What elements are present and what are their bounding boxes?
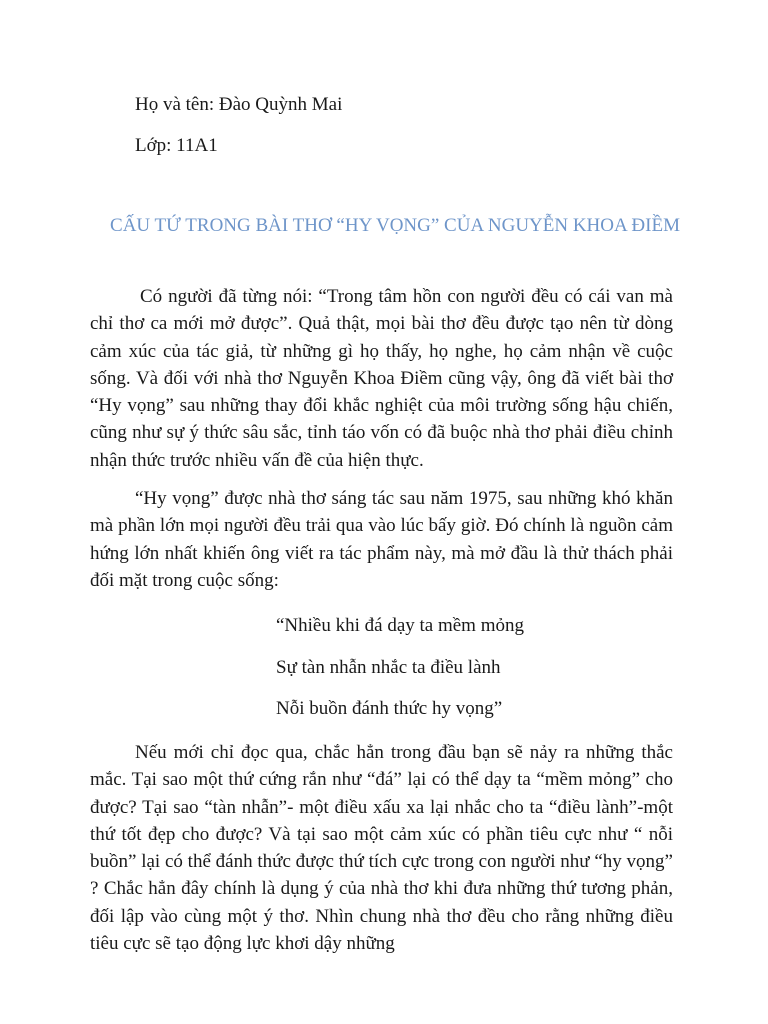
verse-line-2: Sự tàn nhẫn nhắc ta điều lành — [276, 657, 501, 678]
paragraph-intro: Có người đã từng nói: “Trong tâm hồn con người đều có cái van mà chỉ thơ ca mới mở được”. Quả thật, mọi bài thơ đều được tạo nên từ dòng cảm xúc của tác giả, từ những gì họ thấy, họ nghe, họ cảm nhận về cuộc sống. Và đối với nhà thơ Nguyễn Khoa Điềm cũng vậy, ông đã viết bài thơ “Hy vọng” sau những thay đổi khắc nghiệt của môi trường sống hậu chiến, cũng như sự ý thức sâu sắc, tỉnh táo vốn có đã buộc nhà thơ phải điều chỉnh nhận thức trước nhiều vấn đề của hiện thực. — [90, 286, 673, 471]
essay-title: CẤU TỨ TRONG BÀI THƠ “HY VỌNG” CỦA NGUYỄN KHOA ĐIỀM — [110, 215, 680, 236]
verse-line-3: Nỗi buồn đánh thức hy vọng” — [276, 698, 503, 719]
verse-line-1: “Nhiều khi đá dạy ta mềm mỏng — [276, 615, 524, 636]
author-line: Họ và tên: Đào Quỳnh Mai — [135, 94, 343, 115]
paragraph-analysis: Nếu mới chỉ đọc qua, chắc hẳn trong đầu bạn sẽ nảy ra những thắc mắc. Tại sao một thứ cứng rắn như “đá” lại có thể dạy ta “mềm mỏng” cho được? Tại sao “tàn nhẫn”- một điều xấu xa lại nhắc cho ta “điều lành”-một thứ tốt đẹp cho được? Và tại sao một cảm xúc có phần tiêu cực như “ nỗi buồn” lại có thể đánh thức được thứ tích cực trong con người như “hy vọng” ? Chắc hẳn đây chính là dụng ý của nhà thơ khi đưa những thứ tương phản, đối lập vào cùng một ý thơ. Nhìn chung nhà thơ đều cho rằng những điều tiêu cực sẽ tạo động lực khơi dậy những — [90, 742, 673, 955]
class-line: Lớp: 11A1 — [135, 135, 218, 156]
paragraph-context: “Hy vọng” được nhà thơ sáng tác sau năm 1975, sau những khó khăn mà phần lớn mọi người đều trải qua vào lúc bấy giờ. Đó chính là nguồn cảm hứng lớn nhất khiến ông viết ra tác phẩm này, mà mở đầu là thử thách phải đối mặt trong cuộc sống: — [90, 488, 673, 591]
